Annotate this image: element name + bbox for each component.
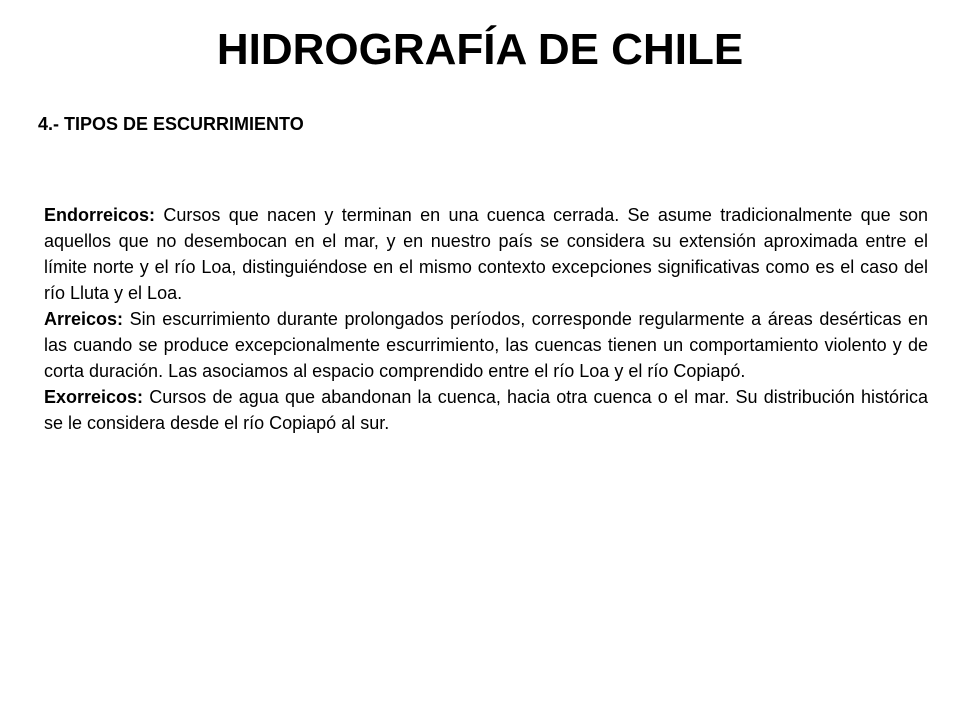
definition-text: Cursos de agua que abandonan la cuenca, hacia otra cuenca o el mar. Su distribución histórica se le considera desde el río Copiapó al sur. [44, 387, 928, 433]
definition-paragraph-arreicos [44, 306, 928, 384]
definition-term: Exorreicos: [44, 387, 144, 407]
definition-paragraph-endorreicos [44, 202, 928, 306]
definitions-block [44, 202, 928, 436]
definition-text: Sin escurrimiento durante prolongados períodos, corresponde regularmente a áreas desérticas en las cuando se produce excepcionalmente escurrimiento, las cuencas tienen un comportamiento violento y de corta duración. Las asociamos al espacio comprendido entre el río Loa y el río Copiapó. [44, 309, 928, 381]
slide-title: HIDROGRAFÍA DE CHILE [216, 25, 744, 74]
definition-term: Endorreicos: [44, 205, 156, 225]
definition-text: Cursos que nacen y terminan en una cuenca cerrada. Se asume tradicionalmente que son aquellos que no desembocan en el mar, y en nuestro país se considera su extensión aproximada entre el límite norte y el río Loa, distinguiéndose en el mismo contexto excepciones significativas como es el caso del río Lluta y el Loa. [44, 205, 928, 303]
definition-term: Arreicos: [44, 309, 124, 329]
definition-paragraph-exorreicos [44, 384, 928, 436]
section-heading: 4.- TIPOS DE ESCURRIMIENTO [38, 114, 304, 134]
